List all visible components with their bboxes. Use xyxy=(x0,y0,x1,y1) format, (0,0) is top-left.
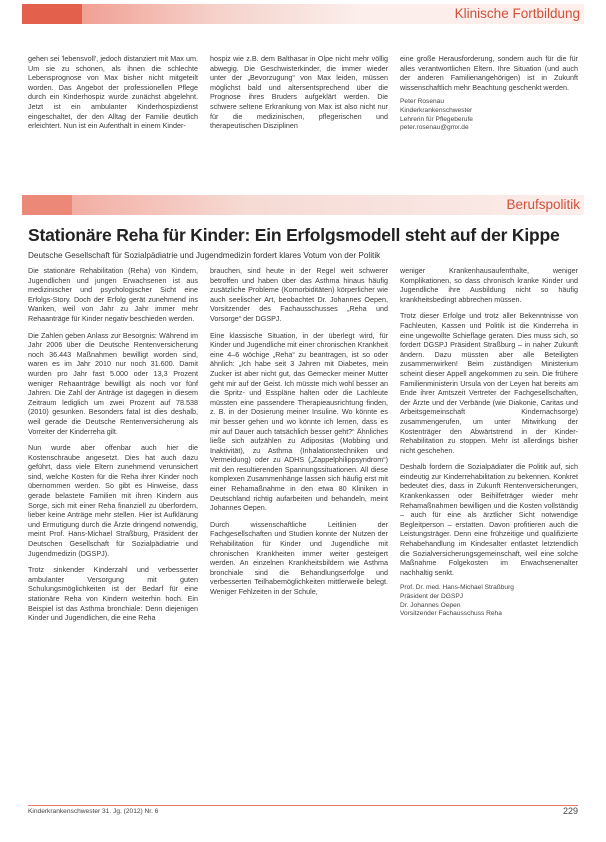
author-role: Präsident der DGSPJ xyxy=(400,593,464,600)
author-email: peter.rosenau@gmx.de xyxy=(400,124,469,132)
author-role: Vorsitzender Fachausschuss Reha xyxy=(400,610,502,618)
author-block xyxy=(400,584,578,618)
paragraph: Deshalb fordern die Sozialpädiater die Politik auf, sich eindeutig zur Kinderrehabilitation zu bekennen. Konkret bedeutet dies, dass in Zukunft Rentenversicherungen, Krankenkassen oder Beihilfeträger wieder mehr Rehamaßnahmen bewilligen und die Kosten vollständig – auch für eine als ärztlicher Sicht notwendige Begleitperson – erstatten. Davon profitieren auch die Leistungsträger. Denn eine frühzeitige und qualifizierte Rehabehandlung im Kindesalter entlastet letztendlich die Sozialversicherungsgemeinschaft, weil eine solche Maßnahme Folgekosten im Erwachsenenalter nachhaltig senkt. xyxy=(400,462,578,577)
paragraph: Trotz dieser Erfolge und trotz aller Bekenntnisse von Fachleuten, Kassen und Politik ist die Kinderreha in eine ungewollte Schieflage geraten. Dies muss sich, so fordert DGSPJ Präsident Straßburg – in naher Zukunft ändern. Dazu müssten aber alle Beteiligten zusammenwirken! Beim zuständigen Ministerium scheint dieser Appell angekommen zu sein. Die frühere Familienministerin Ursula von der Leyen hat bereits am Ende ihrer Amtszeit Vertreter der Fachgesellschaften, der Ärzte und der Verbände (wie Diakonie, Caritas und Arbeitsgemeinschaft Kindernachsorge) zusammengerufen, um unter Mitwirkung der Kostenträger den Abwärtstrend in der Kinder-Rehabilitation zu stoppen. Mehr ist allerdings bisher nicht geschehen. xyxy=(400,311,578,455)
footer-rule xyxy=(28,805,578,806)
paragraph: Trotz sinkender Kinderzahl und verbesserter ambulanter Versorgung mit guten Schulungsmöglichkeiten ist der Bedarf für eine stationäre Reha von Kindern weiterhin hoch. Ein Beispiel ist das Asthma bronchiale: Denn diejenigen Kinder und Jugendlichen, die eine Reha xyxy=(28,565,198,623)
section-header-accent xyxy=(22,4,82,24)
section-label-klinische-fortbildung: Klinische Fortbildung xyxy=(454,6,580,21)
article-column-2 xyxy=(210,266,388,604)
paragraph: weniger Krankenhausaufenthalte, weniger Komplikationen, so dass chronisch kranke Kinder und Jugendliche ihre Ausbildung nicht so häufig krankheitsbedingt abbrechen müssen. xyxy=(400,266,578,304)
top-article-column-3 xyxy=(400,54,578,133)
paragraph: Nun wurde aber offenbar auch hier die Kostenschraube angesetzt. Dies hat auch dazu geführt, dass viele Eltern zunehmend verunsichert sind, welche Kosten für die Reha ihrer Kinder noch übernommen werden. So gibt es Hinweise, dass gerade belastete Familien mit ihren Kindern aus Sorge, sich mit einer Reha finanziell zu überfordern, lieber keine Anträge mehr stellen. Hier ist Aufklärung und Ermutigung durch die Ärzte dringend notwendig, meint Prof. Hans-Michael Straßburg, Präsident der Deutschen Gesellschaft für Sozialpädiatrie und Jugendmedizin (DGSPJ). xyxy=(28,443,198,558)
paragraph: Durch wissenschaftliche Leitlinien der Fachgesellschaften und Studien konnte der Nutzen der Rehabilitation für Kinder und Jugendliche mit chronischen Krankheiten immer weiter gesteigert werden. An einzelnen Krankheitsbildern wie Asthma bronchiale sind die Behandlungserfolge und verbesserten Teilhabemöglichkeiten mittlerweile belegt. Weniger Fehlzeiten in der Schule, xyxy=(210,519,388,596)
paragraph: hospiz wie z.B. dem Balthasar in Olpe nicht mehr völlig abwegig. Die Geschwisterkinder, die immer wieder unter der „Bevorzugung“ von Max leiden, müssen möglichst bald und altersentsprechend über die Prognose ihres Bruders aufgeklärt werden. Die schwere seltene Erkrankung von Max ist also nicht nur für die medizinischen, pflegerischen und therapeutischen Disziplinen xyxy=(210,54,388,131)
paragraph: Eine klassische Situation, in der überlegt wird, für Kinder und Jugendliche mit einer chronischen Krankheit eine 4–6 wöchige „Reha“ zu beantragen, ist so oder ähnlich: „Ich habe seit 3 Jahren mit Diabetes, mein Zucker ist aber nicht gut, das Gemecker meiner Mutter geht mir auf der Geist. Ich müsste mich wohl besser an die Spritz- und Esspläne halten oder die Lachleute müssten eine passendere Therapieausrichtung finden, z. B. in der Dosierung meiner Insuline. Wo könnte es mir besser gehen und wo könnte ich lernen, dass es mir auf Dauer auch tatsächlich besser geht?“ Ähnliches ließe sich aufzählen zu Adipositas (Mobbing und Inaktivität), zu Asthma (Inhalationstechniken und Vermeidung) oder zu ADHS („Zappelphilippsyndrom“) mit den resultierenden Spannungssituationen. All diese komplexen Zusammenhänge lassen sich häufig erst mit einer Rehamaßnahme in den etwa 80 Kliniken in Deutschland richtig aufarbeiten und behandeln, meint Johannes Oepen. xyxy=(210,330,388,513)
section-header-accent xyxy=(22,195,72,215)
author-name: Prof. Dr. med. Hans-Michael Straßburg xyxy=(400,584,514,592)
paragraph: eine große Herausforderung, sondern auch für die für alles verantwortlichen Eltern. Ihre Situation (und auch der anderen Familienangehörigen) ist in Zukunft wissenschaftlich mehr Beachtung geschenkt werden. xyxy=(400,54,578,92)
footer-journal: Kinderkrankenschwester 31. Jg. (2012) Nr. 6 xyxy=(28,808,159,815)
author-role: Kinderkrankenschwester xyxy=(400,106,473,114)
top-article-column-1 xyxy=(28,54,198,137)
paragraph: Die stationäre Rehabilitation (Reha) von Kindern, Jugendlichen und jungen Erwachsenen ist aus medizinischer und psychologischer Sicht eine Erfolgs-Story. Doch der Erfolg gerät zunehmend ins Wanken, weil von Jahr zu Jahr immer mehr Rehaanträge für Kinder negativ beschieden werden. xyxy=(28,266,198,323)
author-name: Peter Rosenau xyxy=(400,98,444,106)
top-article-column-2 xyxy=(210,54,388,137)
section-label-berufspolitik: Berufspolitik xyxy=(506,197,580,212)
paragraph: brauchen, sind heute in der Regel weit schwerer betroffen und haben über das Asthma hinaus häufig zusätzliche Probleme (Komorbiditäten) körperlicher wie auch seelischer Art, beobachtet Dr. Johannes Oepen, Vorsitzender des Fachausschusses „Reha und Vorsorge“ der DGSPJ. xyxy=(210,266,388,323)
author-name: Dr. Johannes Oepen xyxy=(400,601,461,609)
article-column-3 xyxy=(400,266,578,619)
article-column-1 xyxy=(28,266,198,630)
paragraph: gehen sei 'lebensvoll', jedoch distanziert mit Max um. Um sie zu schonen, als ihnen die schlechte Lebensprognose von Max bisher nicht mitgeteilt worden. Das Angebot der professionellen Pflege durch ein Kinderhospiz wurde zunächst abgelehnt. Jetzt ist ein ambulanter Kinderhospizdienst eingeschaltet, der den Alltag der Familie deutlich erleichtert. Nun ist ein Aufenthalt in einem Kinder- xyxy=(28,54,198,131)
author-role: Lehrerin für Pflegeberufe xyxy=(400,115,473,123)
section-header-bar xyxy=(22,195,584,215)
page-number: 229 xyxy=(562,806,578,816)
article-title: Stationäre Reha für Kinder: Ein Erfolgsmodell steht auf der Kippe xyxy=(28,225,560,245)
paragraph: Die Zahlen geben Anlass zur Besorgnis: Während im Jahr 2006 über die Deutsche Rentenversicherung noch 36.443 Maßnahmen bewilligt worden sind, waren es im Jahr 2010 nur noch 31.600. Damit wurden pro Jahr fast 5.000 oder 13,3 Prozent weniger Rehaanträge bewilligt als noch vor fünf Jahren. Die Zahl der Anträge ist dagegen in diesem Zeitraum lediglich um zwei Prozent auf 78.538 (2010) gesunken. Besonders fatal ist dies deshalb, weil gerade die Deutsche Rentenversicherung als Vorreiter der Kinderreha gilt. xyxy=(28,330,198,436)
article-subtitle: Deutsche Gesellschaft für Sozialpädiatrie und Jugendmedizin fordert klares Votum von der Politik xyxy=(28,251,381,260)
author-block xyxy=(400,98,578,132)
